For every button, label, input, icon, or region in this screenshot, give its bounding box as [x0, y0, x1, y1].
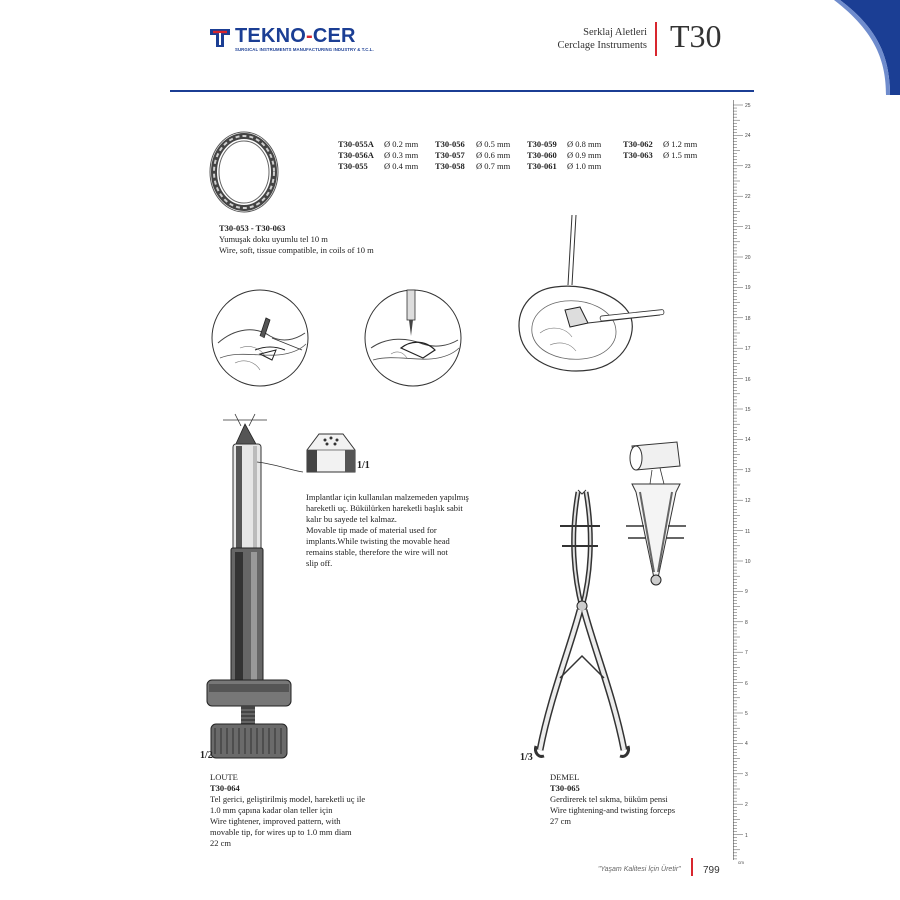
header-divider [655, 22, 657, 56]
ruler-label: 11 [745, 528, 751, 535]
cerclage-illustration-1 [210, 288, 310, 388]
ruler-label: 5 [745, 711, 748, 717]
wire-code-range: T30-053 - T30-063 [219, 223, 286, 233]
tip-scale: 1/1 [357, 460, 370, 471]
ruler-label: 13 [745, 467, 751, 474]
ruler-label: 3 [745, 771, 748, 778]
spec-column-1 [338, 139, 418, 172]
ruler-label: 7 [745, 650, 748, 657]
ruler-label: 16 [745, 376, 751, 383]
description-line: 1.0 mm çapına kadar olan teller için [210, 805, 333, 815]
page-number: 799 [703, 865, 720, 876]
spec-row: T30-055A Ø 0.2 mm [338, 139, 419, 149]
corner-swoosh [740, 0, 900, 95]
ruler-label: 14 [745, 437, 751, 444]
category-en: Cerclage Instruments [557, 40, 647, 51]
ruler-label: 20 [745, 255, 751, 261]
brand-tagline: SURGICAL INSTRUMENTS MANUFACTURING INDUSTRY & T.C.L. [235, 47, 374, 52]
ruler-label: 19 [745, 285, 751, 292]
note-line: slip off. [306, 558, 333, 568]
ruler-label: 6 [745, 680, 748, 687]
brand-logo [208, 26, 374, 52]
note-line: hareketli uç. Bükülürken hareketli başlık sabit [306, 503, 463, 513]
ruler-label: 4 [745, 741, 748, 748]
spec-row: T30-058 Ø 0.7 mm [435, 161, 511, 171]
ruler-label: 12 [745, 498, 751, 505]
movable-tip-note [306, 492, 469, 569]
note-line: Movable tip made of material used for [306, 525, 437, 535]
description-line: Gerdirerek tel sıkma, büküm pensi [550, 794, 668, 804]
description-line: Tel gerici, geliştirilmiş model, hareketli uç ile [210, 794, 366, 804]
spec-row: T30-055 Ø 0.4 mm [338, 161, 419, 171]
cerclage-illustration-3 [510, 215, 670, 380]
wire-coil-image [208, 125, 280, 215]
movable-tip-image [305, 432, 357, 474]
spec-row: T30-057 Ø 0.6 mm [435, 150, 511, 160]
spec-row: T30-059 Ø 0.8 mm [527, 139, 602, 149]
tc-logo-icon [208, 26, 232, 50]
spec-row: T30-061 Ø 1.0 mm [527, 161, 602, 171]
ruler-label: 9 [745, 589, 748, 596]
spec-row: T30-063 Ø 1.5 mm [623, 150, 698, 160]
spec-column-4 [623, 139, 697, 161]
note-line: kalır bu sayede tel kalmaz. [306, 514, 397, 524]
section-code: T30 [670, 18, 722, 54]
note-line: implants.While twisting the movable head [306, 536, 450, 546]
spec-column-2 [435, 139, 510, 172]
wire-description-tr: Yumuşak doku uyumlu tel 10 m [219, 234, 328, 244]
category-tr: Serklaj Aletleri [583, 27, 647, 38]
demel-scale: 1/3 [520, 752, 533, 763]
product-name: DEMEL [550, 772, 580, 782]
ruler-label: 22 [745, 194, 751, 201]
note-line: Implantlar için kullanılan malzemeden yapılmış [306, 492, 469, 502]
spec-row: T30-060 Ø 0.9 mm [527, 150, 602, 160]
description-line: Wire tightening-and twisting forceps [550, 805, 676, 815]
ruler-label: 10 [745, 559, 751, 565]
loute-scale: 1/2 [200, 750, 213, 761]
description-line: 22 cm [210, 838, 232, 848]
ruler-label: 2 [745, 802, 748, 809]
spec-column-3 [527, 139, 601, 172]
ruler-label: 17 [745, 346, 751, 353]
header-rule [170, 90, 754, 92]
brand-name: TEKNO-CER [235, 25, 356, 47]
spec-row: T30-056A Ø 0.3 mm [338, 150, 419, 160]
spec-row: T30-056 Ø 0.5 mm [435, 139, 511, 149]
ruler-label: 24 [745, 133, 751, 140]
wire-caption [219, 223, 374, 256]
product-code: T30-064 [210, 783, 240, 793]
spec-row: T30-062 Ø 1.2 mm [623, 139, 698, 149]
ruler-label: 21 [745, 224, 751, 231]
note-line: remains stable, therefore the wire will not [306, 547, 448, 557]
footer-divider [691, 858, 693, 876]
product-name: LOUTE [210, 772, 238, 782]
ruler-label: 25 [745, 103, 751, 109]
ruler-label: 15 [745, 407, 751, 413]
description-line: Wire tightener, improved pattern, with [210, 816, 341, 826]
wire-description-en: Wire, soft, tissue compatible, in coils of 10 m [219, 245, 374, 255]
product-code: T30-065 [550, 783, 580, 793]
ruler-ticks [733, 100, 755, 860]
measurement-ruler [733, 100, 755, 860]
ruler-unit: cm [738, 860, 744, 865]
description-line: 27 cm [550, 816, 572, 826]
cerclage-illustration-2 [363, 288, 463, 388]
ruler-label: 18 [745, 315, 751, 322]
ruler-label: 8 [745, 619, 748, 626]
category-title [557, 26, 647, 52]
description-line: movable tip, for wires up to 1.0 mm diam [210, 827, 352, 837]
demel-caption [550, 772, 675, 827]
footer-slogan: "Yaşam Kalitesi İçin Üretir" [598, 866, 681, 873]
wire-tightener-image [205, 412, 305, 764]
forceps-tip-detail-image [622, 438, 692, 588]
ruler-label: 1 [745, 832, 748, 839]
ruler-label: 23 [745, 163, 751, 170]
loute-caption [210, 772, 365, 849]
